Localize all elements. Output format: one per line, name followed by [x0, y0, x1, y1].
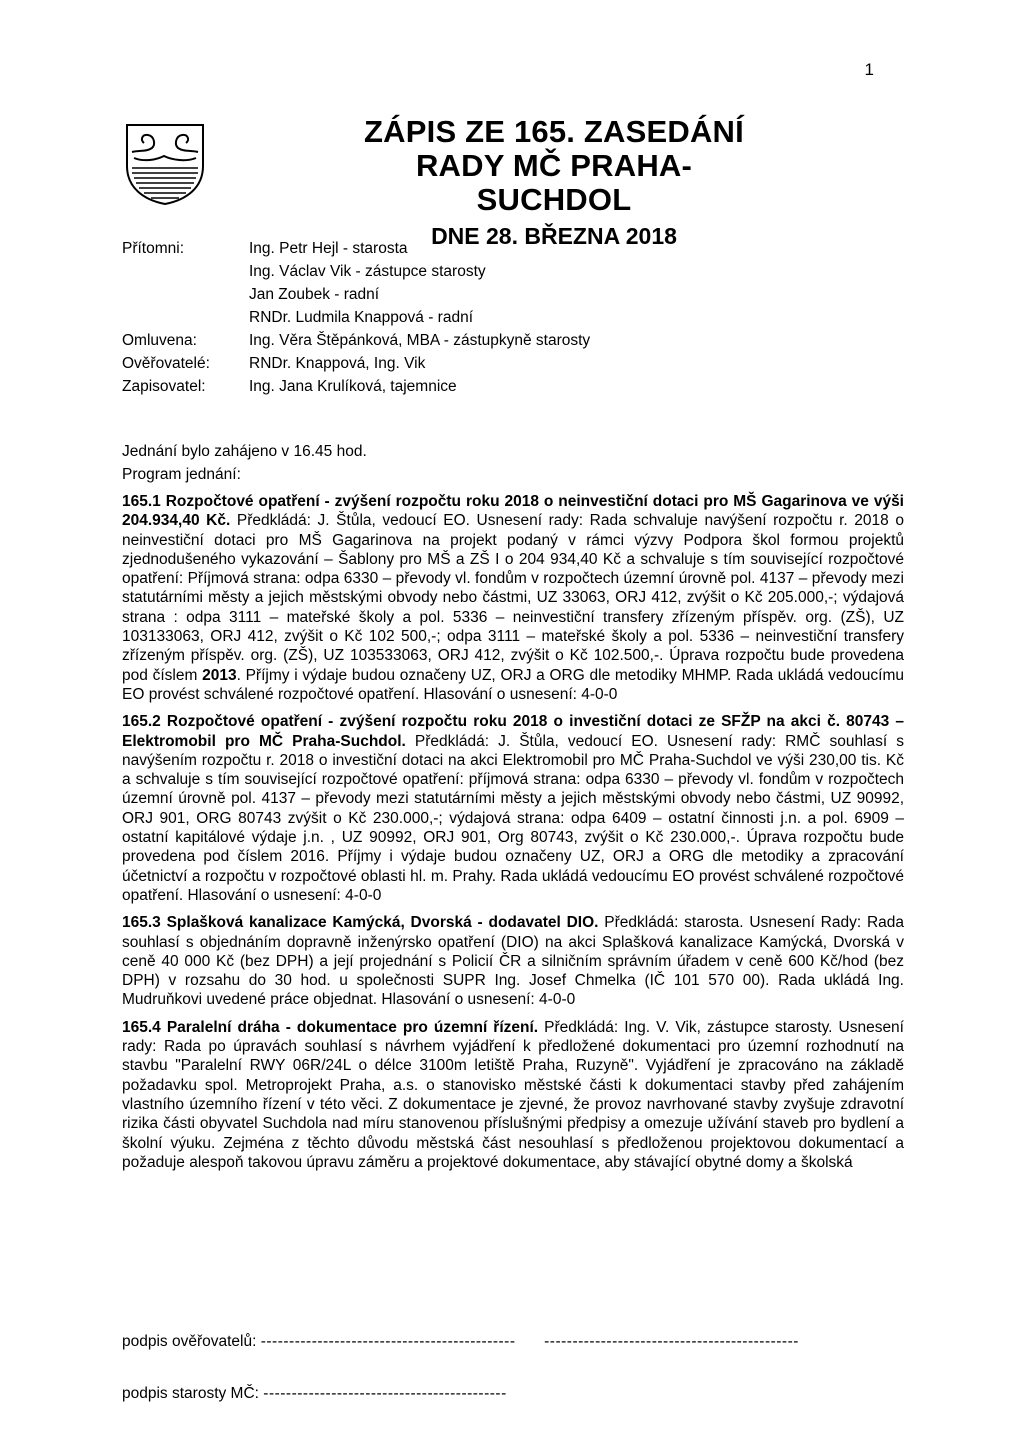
- title-line-2: RADY MČ PRAHA-SUCHDOL: [415, 148, 693, 217]
- agenda-item-text: Předkládá: Ing. V. Vik, zástupce starosty. Usnesení rady: Rada po úpravách souhlasí s návrhem vyjádření k předložené dokumentaci pro územní rozhodnutí na stavbu "Paralelní RWY 06R/24L o délce 3100m letiště Praha, Ruzyně". Vyjádření je zpracováno na základě požadavku spol. Metroprojekt Praha, a.s. o stanovisko městské části k dokumentaci stavby před zahájením vlastního územního řízení v této věci. Z dokumentace je zjevné, že provoz navrhované stavby zvyšuje zdravotní rizika části obyvatel Suchdola nad míru stanovenou příslušnými předpisy a omezuje užívání staveb pro bydlení a školní výuku. Zejména z těchto důvodu městská část nesouhlasí s předloženou projektovou dokumentací a požaduje alespoň takovou úpravu záměru a projektové dokumentace, aby stávající obytné domy a školská: [122, 1018, 904, 1171]
- present-member: Ing. Petr Hejl - starosta: [249, 240, 408, 257]
- agenda-item-heading: 165.3 Splašková kanalizace Kamýcká, Dvorská - dodavatel DIO.: [122, 914, 599, 932]
- recorder-value: Ing. Jana Krulíková, tajemnice: [249, 378, 457, 395]
- page-number: 1: [864, 60, 874, 79]
- agenda-item-heading: 165.1 Rozpočtové opatření - zvýšení rozpočtu roku 2018 o neinvestiční dotaci pro MŠ Gagarinova ve výši 204.934,40 Kč.: [122, 493, 904, 530]
- verifiers-label: Ověřovatelé:: [122, 355, 210, 372]
- signature-dash-line: ---------------------------------------------: [544, 1333, 799, 1350]
- agenda-item-heading: 165.2 Rozpočtové opatření - zvýšení rozpočtu roku 2018 o investiční dotaci ze SFŽP na akci č. 80743 – Elektromobil pro MČ Praha-Suchdol.: [122, 713, 904, 750]
- signature-dash-line: -------------------------------------------: [263, 1385, 507, 1402]
- verifiers-signature-line: [122, 1333, 799, 1351]
- meeting-opened-text: Jednání bylo zahájeno v 16.45 hod.: [122, 443, 367, 460]
- excused-member: Ing. Věra Štěpánková, MBA - zástupkyně starosty: [249, 332, 591, 349]
- agenda-item-165-3: [122, 913, 904, 1009]
- title-line-1: ZÁPIS ZE 165. ZASEDÁNÍ: [364, 114, 744, 149]
- agenda-items: [122, 492, 904, 1180]
- present-member: RNDr. Ludmila Knappová - radní: [249, 309, 474, 326]
- document-title: [356, 115, 752, 251]
- program-heading: Program jednání:: [122, 466, 241, 483]
- title-date: DNE 28. BŘEZNA 2018: [431, 223, 677, 249]
- signature-dash-line: ---------------------------------------------: [260, 1333, 516, 1350]
- agenda-item-text: . Příjmy i výdaje budou označeny UZ, ORJ a ORG dle metodiky MHMP. Rada ukládá vedoucímu EO provést schválené rozpočtové opatření. Hlasování o usnesení: 4-0-0: [122, 666, 904, 703]
- suchdol-coat-of-arms-icon: [124, 122, 206, 206]
- present-member: Jan Zoubek - radní: [249, 286, 380, 303]
- mayor-signature-label: podpis starosty MČ:: [122, 1385, 259, 1402]
- present-member: Ing. Václav Vik - zástupce starosty: [249, 263, 486, 280]
- recorder-label: Zapisovatel:: [122, 378, 206, 395]
- agenda-item-165-1: [122, 492, 904, 704]
- budget-change-number: 2013: [202, 666, 237, 684]
- agenda-item-heading: 165.4 Paralelní dráha - dokumentace pro územní řízení.: [122, 1018, 539, 1036]
- agenda-item-text: Předkládá: starosta. Usnesení Rady: Rada souhlasí s objednáním dopravně inženýrsko opatření (DIO) na akci Splašková kanalizace Kamýcká, Dvorská v ceně 40 000 Kč (bez DPH) a její projednání s Policií ČR a silničním správním úřadem v ceně 600 Kč/hod (bez DPH) v rozsahu do 30 hod. u společnosti SUPR Ing. Josef Chmelka (IČ 101 570 00). Rada ukládá Ing. Mudruňkovi uvedené práce objednat. Hlasování o usnesení: 4-0-0: [122, 914, 904, 1009]
- mayor-signature-line: [122, 1385, 507, 1403]
- agenda-item-text: Předkládá: J. Štůla, vedoucí EO. Usnesení rady: Rada schvaluje navýšení rozpočtu r. 2018 o neinvestiční dotaci pro MŠ Gagarinova na projekt podaný v rámci výzvy Podpora škol formou projektů zjednodušeného vykazování – Šablony pro MŠ a ZŠ I o 204 934,40 Kč a schvaluje s tím související rozpočtové opatření: Příjmová strana: odpa 6330 – převody vl. fondům v rozpočtech územní úrovně pol. 4137 – převody mezi statutárními městy a jejich městskými obvody nebo částmi, UZ 33063, ORJ 412, zvýšit o Kč 205.000,-; výdajová strana : odpa 3111 – mateřské školy a pol. 5336 – neinvestiční transfery zřízeným příspěv. org. (ZŠ), UZ 103133063, ORJ 412, zvýšit o Kč 102 500,-; odpa 3111 – mateřské školy a pol. 5336 – neinvestiční transfery zřízeným příspěv. org. (ZŠ), UZ 103533063, ORJ 412, zvýšit o Kč 102.500,-. Úprava rozpočtu bude provedena pod číslem: [122, 512, 904, 684]
- agenda-item-165-4: [122, 1018, 904, 1172]
- excused-label: Omluvena:: [122, 332, 197, 349]
- agenda-item-text: Předkládá: J. Štůla, vedoucí EO. Usnesení rady: RMČ souhlasí s navýšením rozpočtu r. 2018 o investiční dotaci na akci Elektromobil pro MČ Praha-Suchdol ve výši 230,00 tis. Kč a schvaluje s tím související rozpočtové opatření: příjmová strana: odpa 6330 – převody vl. fondům v rozpočtech územní úrovně pol. 4137 – převody mezi statutárními městy a jejich městskými obvody nebo částmi, UZ 90992, ORJ 901, ORG 80743 zvýšit o Kč 230.000,-; výdajová strana: odpa 6409 – ostatní činnosti j.n. a pol. 6909 – ostatní kapitálové výdaje j.n. , UZ 90992, ORJ 901, Org 80743, zvýšit o Kč 230.000,-. Úprava rozpočtu bude provedena pod číslem 2016. Příjmy i výdaje budou označeny UZ, ORJ a ORG dle metodiky a zpracování účetnictví a rozpočtu v rozpočtové oblasti hl. m. Prahy. Rada ukládá vedoucímu EO provést schválené rozpočtové opatření. Hlasování o usnesení: 4-0-0: [122, 732, 904, 904]
- verifiers-value: RNDr. Knappová, Ing. Vik: [249, 355, 426, 372]
- agenda-item-165-2: [122, 712, 904, 905]
- present-label: Přítomni:: [122, 240, 185, 257]
- verifiers-signature-label: podpis ověřovatelů:: [122, 1333, 257, 1350]
